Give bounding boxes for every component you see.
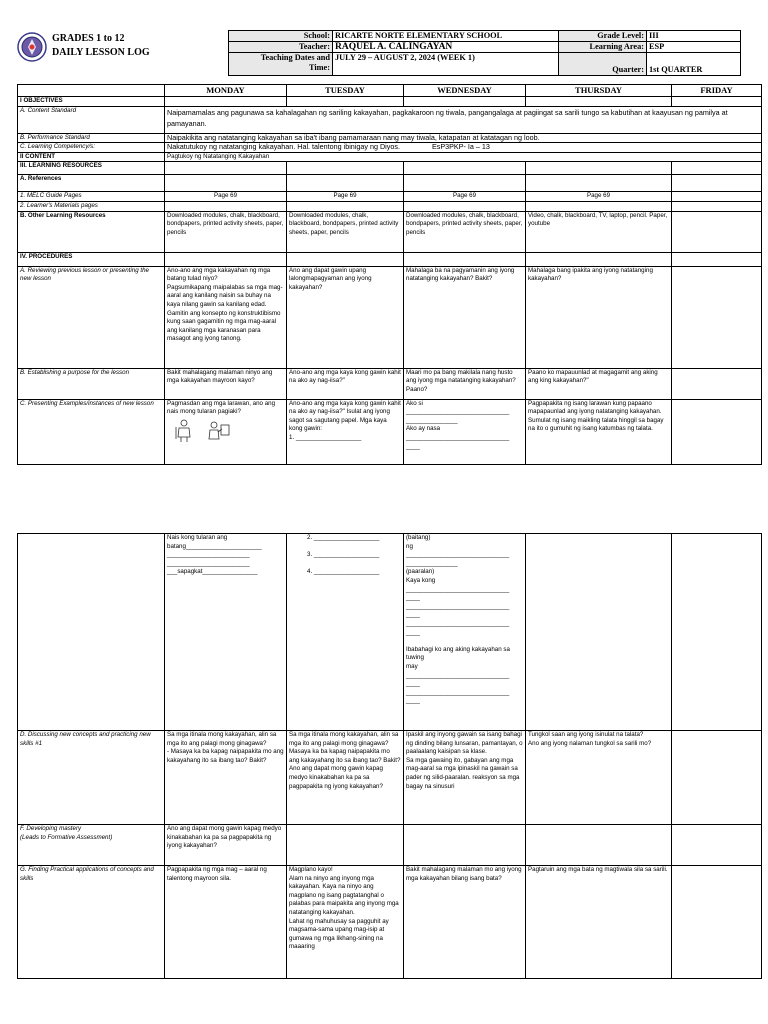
dates-label-line-1: Teaching Dates and [260,53,330,62]
procedure-b-label: B. Establishing a purpose for the lesson [18,368,165,399]
learning-area-label: Learning Area: [559,42,647,53]
title-line-1: GRADES 1 to 12 [52,33,125,44]
procedure-f-thursday [526,825,672,866]
melc-monday: Page 69 [165,192,287,202]
melc-thursday: Page 69 [526,192,672,202]
procedure-a-wednesday: Mahalaga ba na pagyamanin ang iyong natatanging kakayahan? Bakit? [404,266,526,368]
procedure-c-monday: Pagmasdan ang mga larawan, ano ang nais mong tularan pagiaki? [167,399,276,416]
performance-standard-label: B. Performance Standard [18,133,165,143]
procedure-c-label: C. Presenting Examples/instances of new lesson [18,399,165,464]
learning-competency-cell [165,143,762,153]
procedure-c-cont-thursday [526,534,672,731]
procedure-f-label: F. Developing mastery (Leads to Formative Assessment) [18,825,165,866]
header-info-table [228,30,741,76]
procedure-d-tuesday: Sa mga itinala mong kakayahan, alin sa mga ito ang palagi mong ginagawa? Masaya ka ba kapag naipapakita mo ang kakayahang ito sa ibang tao? Bakit? Ano ang dapat mong gawin kapag medyo kinakabahan ka pa sa pagpapakita ng iyong kakayahan? [287,731,404,825]
learning-competency-label: C. Learning Competency/s: [18,143,165,153]
content-text: Pagtukoy ng Natatanging Kakayahan [165,152,762,162]
performance-standard-text: Naipakikita ang natatanging kakayahan sa iba't ibang pamamaraan nang may tiwala, katapatan at katatagan ng loob. [165,133,762,143]
melc-label: 1. MELC Guide Pages [18,192,165,202]
procedure-c-wednesday: Ako si ______________________________ _______________ Ako ay nasa ______________________________ ____ [404,399,526,464]
procedure-g-tuesday: Magplano kayo! Alam na ninyo ang inyong mga kakayahan. Kaya na ninyo ang magplano ng isang pagtatanghal o palabas para maipakita ang inyong mga natatanging kakayahan. Lahat ng mahuhusay sa pagguhit ay magsama-sama upang mag-isip at gumawa ng mga likhang-sining na maaaring [287,866,404,979]
procedure-c-cont-wednesday: (baitang) ng ______________________________ _______________ (paaralan) Kaya kong ______________________________ ____ ______________________________ ____ ______________________________ ____ Ibabahagi ko ang aking kakayahan sa tuwing may ______________________________ ____ ______________________________ ____ [404,534,526,731]
procedure-c-tuesday: Ano-ano ang mga kaya kong gawin kahit na ako ay nag-iisa?" Isulat ang iyong sagot sa sagutang papel. Mga kaya kong gawin: 1. ___________________ [287,399,404,464]
day-tuesday: TUESDAY [287,85,404,97]
procedure-c-monday-cell [165,399,287,464]
teacher-label: Teacher: [229,42,333,53]
corner-cell [18,85,165,97]
procedure-d-thursday: Tungkol saan ang iyong isinulat na talata? Ano ang iyong nalaman tungkol sa sarili mo? [526,731,672,825]
competency-code: EsP3PKP- Ia – 13 [431,142,490,152]
day-wednesday: WEDNESDAY [404,85,526,97]
content-standard-text: Naipamamalas ang pagunawa sa kahalagahan ng sariling kakayahan, pagkakaroon ng tiwala, pangangalaga at pagiingat sa sarili tungo sa kabutihan at kaayusan ng pamilya at pamayanan. [165,106,762,133]
procedure-b-tuesday: Ano-ano ang mga kaya kong gawin kahit na ako ay nag-iisa?" [287,368,404,399]
deped-seal-icon [17,30,47,64]
document-title [52,32,150,60]
day-monday: MONDAY [165,85,287,97]
learning-area-value: ESP [647,42,741,53]
lm-pages-label: 2. Learner's Materials pages [18,201,165,211]
learning-competency-text: Nakatutukoy ng natatanging kakayahan. Hal. talentong ibinigay ng Diyos. [167,142,400,152]
procedure-g-monday: Pagpapakita ng mga mag – aaral ng talentong mayroon sila. [165,866,287,979]
procedure-c-cont-monday: Nais kong tularan ang batang______________________ ________________________ ________________________ ___sapagkat________________ [165,534,287,731]
procedure-b-wednesday: Maari mo pa bang makilala nang husto ang iyong mga natatanging kakayahan? Paano? [404,368,526,399]
lesson-log-table-page-2 [17,533,762,979]
procedure-f-tuesday [287,825,404,866]
day-thursday: THURSDAY [526,85,672,97]
procedure-a-tuesday: Ano ang dapat gawin upang lalongmapagyaman ang iyong kakayahan? [287,266,404,368]
content-standard-label: A. Content Standard [18,106,165,133]
procedure-b-thursday: Paano ko mapauunlad at magagamit ang aking ang king kakayahan?" [526,368,672,399]
children-illustration [167,419,284,447]
title-line-2: DAILY LESSON LOG [52,47,150,58]
learning-resources-heading: III. LEARNING RESOURCES [18,162,165,175]
other-resources-monday: Downloaded modules, chalk, blackboard, bondpapers, printed activity sheets, paper, pencils [165,211,287,252]
dates-label-line-2: Time: [308,63,330,72]
procedure-d-monday: Sa mga itinala mong kakayahan, alin sa mga ito ang palagi mong ginagawa? - Masaya ka ba kapag naipapakita mo ang kakayahang ito sa ibang tao? Bakit? [165,731,287,825]
melc-tuesday: Page 69 [287,192,404,202]
procedure-a-monday: Ano-ano ang mga kakayahan ng mga batang tulad niyo? Pagsumikapang maipalabas sa mga mag-aaral ang kanilang naisin sa buhay na kaya nilang gawin sa kanilang edad. Gamitin ang konsepto ng konstruktibismo kung saan gagamitin ng mga mag-aaral ang kanilang mga karanasan para masagot ang iyong tanong. [165,266,287,368]
quarter-value: 1st QUARTER [647,53,741,76]
day-friday: FRIDAY [672,85,762,97]
other-resources-wednesday: Downloaded modules, chalk, blackboard, bondpapers, printed activity sheets, paper, pencils [404,211,526,252]
procedure-c-continued-label [18,534,165,731]
school-label: School: [229,31,333,42]
procedure-g-thursday: Pagtaruin ang mga bata ng magtiwala sila sa sarili. [526,866,672,979]
melc-wednesday: Page 69 [404,192,526,202]
child-figure-icon [173,419,195,443]
procedure-b-monday: Bakit mahalagang malaman ninyo ang mga kakayahan mayroon kayo? [165,368,287,399]
grade-level-label: Grade Level: [559,31,647,42]
teacher-value: RAQUEL A. CALINGAYAN [333,42,559,53]
school-value: RICARTE NORTE ELEMENTARY SCHOOL [333,31,559,42]
procedure-d-wednesday: Ipaskil ang inyong gawain sa isang bahagi ng dinding bilang lunsaran, pamantayan, o paalaalang kaisipan sa klase. Sa mga gawaing ito, gabayan ang mga mag-aaral sa mga ipinaskil na gawain sa pader ng silid-paaralan. reaksyon sa mga bagay na sinusuri [404,731,526,825]
content-heading: II CONTENT [18,152,165,162]
other-resources-thursday: Video, chalk, blackboard, TV, laptop, pencil. Paper, youtube [526,211,672,252]
dates-value: JULY 29 – AUGUST 2, 2024 (WEEK 1) [333,53,559,76]
other-resources-tuesday: Downloaded modules, chalk, blackboard, bondpapers, printed activity sheets, paper, pencils [287,211,404,252]
references-heading: A. References [18,175,165,192]
lesson-log-table-page-1 [17,84,762,465]
other-resources-label: B. Other Learning Resources [18,211,165,252]
procedure-c-thursday: Pagpapakita ng isang larawan kung papaano mapapaunlad ang iyong natatanging kakayahan. Sumulat ng isang maikling talata hinggil sa bagay na ito o gumuhit ng isang katumbas ng talata. [526,399,672,464]
procedure-d-label: D. Discussing new concepts and practicing new skills #1 [18,731,165,825]
child-painting-icon [205,419,231,443]
procedure-f-monday: Ano ang dapat mong gawin kapag medyo kinakabahan ka pa sa pagpapakita ng iyong kakayahan? [165,825,287,866]
dates-label [229,53,333,76]
grade-level-value: III [647,31,741,42]
procedure-g-wednesday: Bakit mahalagang malaman mo ang iyong mga kakayahan bilang isang bata? [404,866,526,979]
quarter-label: Quarter: [559,53,647,76]
procedures-heading: IV. PROCEDURES [18,252,165,266]
procedure-g-label: G. Finding Practical applications of concepts and skills [18,866,165,979]
procedure-a-thursday: Mahalaga bang ipakita ang iyong natatanging kakayahan? [526,266,672,368]
objectives-heading: I OBJECTIVES [18,97,165,107]
procedure-f-wednesday [404,825,526,866]
procedure-c-cont-tuesday: 2. ___________________ 3. ___________________ 4. ___________________ [287,534,404,731]
procedure-a-label: A. Reviewing previous lesson or presenting the new lesson [18,266,165,368]
